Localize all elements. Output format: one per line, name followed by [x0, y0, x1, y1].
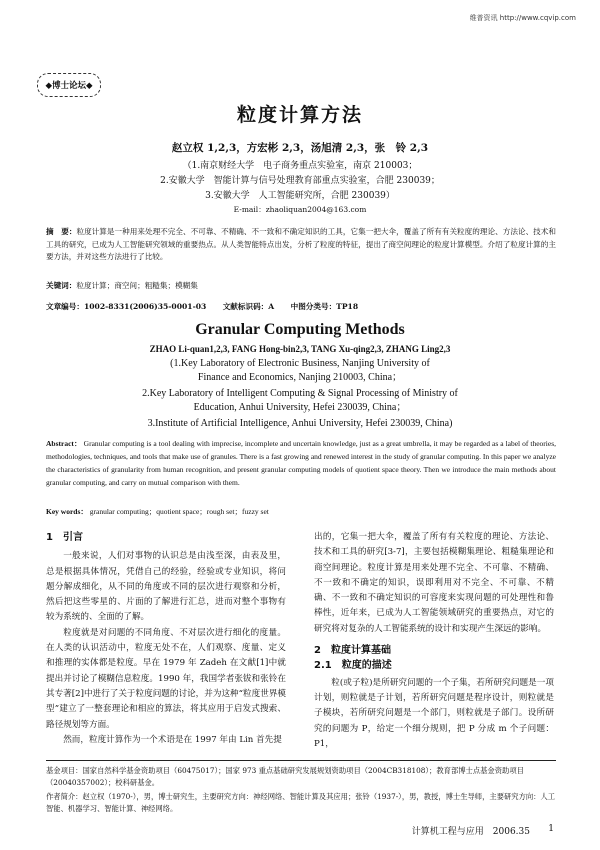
cn-authors: 赵立权 1,2,3，方宏彬 2,3，汤旭清 2,3，张 铃 2,3 — [171, 142, 429, 154]
page-title: 粒度计算方法 — [236, 104, 363, 126]
cn-keywords-label: 关键词： — [46, 281, 77, 290]
author-note: 作者简介：赵立权（1970-），男，博士研究生，主要研究方向：神经网络、智能计算及其应用；张铃（1937-），男，教授，博士生导师，主要研究方向：人工智能、机器学习、智能计算、神经网络。 — [46, 792, 556, 813]
en-affiliation: (1.Key Laboratory of Electronic Business, Nanjing University of — [170, 358, 430, 369]
column-badge: ◆博士论坛◆ — [37, 73, 101, 97]
article-meta — [46, 301, 372, 312]
en-title: Granular Computing Methods — [195, 321, 405, 338]
section-1-heading: 1 引言 — [46, 532, 83, 543]
document-code: 文献标识码：A — [222, 302, 275, 311]
right-column — [314, 530, 554, 752]
en-affiliation: Finance and Economics, Nanjing 210003, China； — [197, 372, 403, 383]
section-2-heading: 2 粒度计算基础 — [314, 645, 391, 657]
en-abstract — [46, 437, 556, 489]
footnote-divider — [46, 760, 556, 761]
cn-keywords — [46, 280, 556, 293]
paragraph: 出的，它集一把大伞，覆盖了所有有关粒度的理论、方法论、技术和工具的研究[3-7]，主要包括模糊集理论、粗糙集理论和商空间理论。粒度计算是用来处理不完全、不可靠、不精确、不一致和不确定的知识，误即利用对不完全、不可靠、不精确、不一致和不确定知识的可容度来实现问题的可处理性和鲁棒性，近年来，已成为人工智能领域研究的重要热点，对它的研究将对复杂的人工智能系统的设计和实现产生深远的影响。 — [314, 532, 554, 634]
cn-abstract-label: 摘 要： — [46, 227, 77, 236]
paragraph: 粒度就是对问题的不同角度、不对层次进行细化的度量。在人类的认识活动中，粒度无处不在，人们观察、度量、定义和推理的实体都是粒度。早在 1979 年 Zadeh 在文献[1]中就提出并讨论了模糊信息粒度。1990 年，我国学者张钹和张铃在其专著[2]中进行了关于粒度问题的讨论，并为这种“粒度世界模型”建立了一整套理论和相应的算法，将其应用于启发式搜索、路径规划等方面。 — [46, 627, 287, 730]
cn-affiliation: 3.安徽大学 人工智能研究所，合肥 230039） — [205, 191, 395, 201]
en-keywords-text: granular computing；quotient space；rough set；fuzzy set — [89, 507, 269, 516]
cn-abstract — [46, 226, 556, 264]
en-keywords — [46, 506, 269, 517]
cn-email: E-mail：zhaoliquan2004@163.com — [233, 205, 367, 214]
en-authors: ZHAO Li-quan1,2,3, FANG Hong-bin2,3, TANG Xu-qing2,3, ZHANG Ling2,3 — [149, 344, 451, 354]
cn-keywords-text: 粒度计算；商空间；粗糙集；模糊集 — [76, 281, 198, 290]
page-number: 1 — [548, 824, 554, 834]
journal-footer: 计算机工程与应用 2006.35 — [411, 827, 530, 837]
en-affiliation: 2.Key Laboratory of Intelligent Computing & Signal Processing of Ministry of — [142, 388, 458, 399]
section-2-1-heading: 2.1 粒度的描述 — [314, 660, 392, 672]
en-affiliation: 3.Institute of Artificial Intelligence, Anhui University, Hefei 230039, China) — [147, 418, 453, 429]
en-abstract-text: Granular computing is a tool dealing with imprecise, incomplete and uncertain knowledge, just as a great umbrella, it may be regarded as a label of theories, methodologies, techniques, and tools that make use of granules. There is a fast growing and renewed interest in the study of granular computing. In this paper we analyze the characteristics of granularity from human recognition, and present granular computing models of quotient space theory. Then we introduce the main methods about granular computing, and carry on mutual comparison with them. — [46, 439, 557, 487]
cn-affiliation: （1.南京财经大学 电子商务重点实验室，南京 210003； — [182, 161, 418, 171]
watermark: 维普资讯 http://www.cqvip.com — [469, 14, 576, 22]
en-abstract-label: Abstract： — [46, 439, 82, 448]
cn-abstract-text: 粒度计算是一种用来处理不完全、不可靠、不精确、不一致和不确定知识的工具，它集一把大伞，覆盖了所有有关粒度的理论、方法论、技术和工具的研究，已成为人工智能研究领域的重要热点。从人类智能特点出发，分析了粒度的特征，提出了商空间理论的粒度计算模型。介绍了粒度计算的主要方法，并对这些方法进行了比较。 — [46, 227, 556, 261]
classification-number: 中图分类号：TP18 — [290, 302, 359, 311]
paragraph: 粒(或子粒)是所研究问题的一个子集，若所研究问题是一项计划，则粒就是子计划，若所研究问题是程序设计，则粒就是子模块，若所研究问题是一个部门，则粒就是子部门。设所研究的问题为 P，给定一个细分规则，把 P 分成 m 个子问题：P1， — [314, 677, 554, 749]
en-keywords-label: Key words： — [46, 507, 88, 516]
left-column — [46, 530, 286, 748]
paragraph: 然而，粒度计算作为一个术语是在 1997 年由 Lin 首先提 — [63, 734, 282, 745]
fund-note: 基金项目：国家自然科学基金资助项目（60475017）；国家 973 重点基础研究发展规划资助项目（2004CB318108）；教育部博士点基金资助项目（20040357002）；校科研基金。 — [46, 766, 524, 787]
cn-affiliation: 2.安徽大学 智能计算与信号处理教育部重点实验室，合肥 230039； — [160, 176, 440, 186]
paragraph: 一般来说，人们对事物的认识总是由浅至深，由表及里，总是根据具体情况，凭借自己的经验，经验或专业知识，将问题分解成细化，从不同的角度或不同的层次进行观察和分析，然后把这些零星的、片面的了解进行汇总，进而对整个事物有较为系统的、全面的了解。 — [46, 551, 286, 623]
en-affiliation: Education, Anhui University, Hefei 230039, China； — [193, 402, 407, 413]
article-number: 文章编号：1002-8331(2006)35-0001-03 — [46, 302, 207, 311]
